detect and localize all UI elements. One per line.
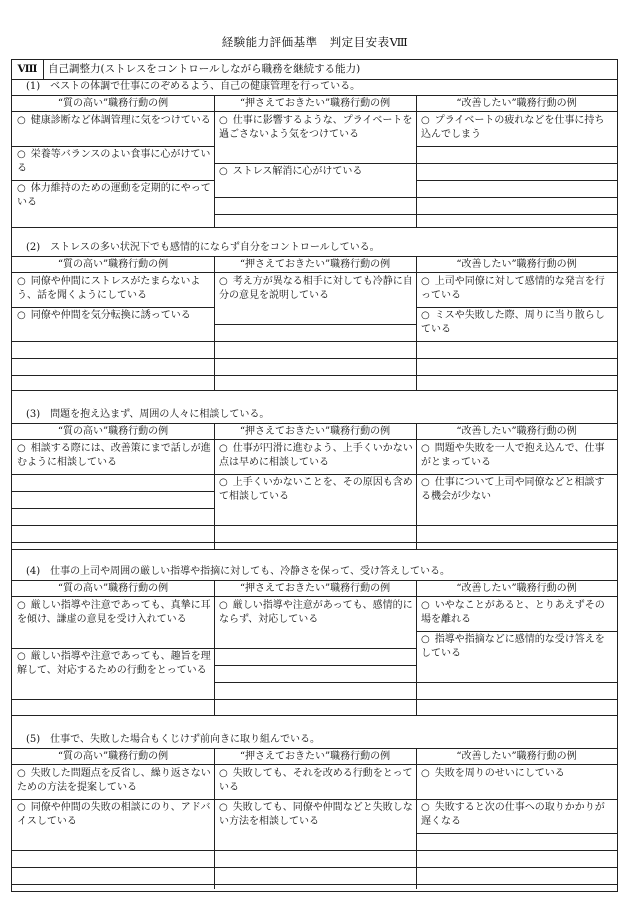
circle-marker-icon: ○	[17, 802, 26, 813]
row-divider	[416, 163, 617, 164]
row-divider	[12, 850, 214, 851]
circle-marker-icon: ○	[219, 768, 228, 779]
behavior-text: 上司や同僚に対して感情的な発言を行っている	[421, 276, 605, 301]
behavior-text: ストレス解消に心がけている	[232, 166, 363, 177]
behavior-text: プライベートの疲れなどを仕事に持ち込んでしまう	[421, 115, 605, 140]
row-divider	[416, 884, 617, 885]
circle-marker-icon: ○	[421, 310, 430, 321]
column-headers	[12, 580, 617, 597]
row-divider	[214, 358, 416, 359]
behavior-text: 仕事に影響するような、プライベートを過ごさないよう気をつけている	[219, 115, 413, 140]
column-header: “改善したい”職務行動の例	[456, 426, 577, 437]
behavior-text: 仕事が円滑に進むよう、上手くいかない点は早めに相談している	[219, 443, 413, 468]
column-header: “改善したい”職務行動の例	[456, 751, 577, 762]
section-grid	[12, 596, 617, 716]
circle-marker-icon: ○	[219, 443, 228, 454]
row-divider	[416, 375, 617, 376]
behavior-item	[12, 597, 214, 648]
behavior-text: 健康診断など体調管理に気をつけている	[30, 115, 211, 126]
row-divider	[12, 699, 214, 700]
behavior-text: 仕事について上司や同僚などと相談する機会が少ない	[421, 477, 605, 502]
row-divider	[214, 324, 416, 325]
row-divider	[214, 214, 416, 215]
circle-marker-icon: ○	[17, 149, 26, 160]
behavior-text: 問題や失敗を一人で抱え込んで、仕事がとまっている	[421, 443, 605, 468]
section-3	[12, 407, 617, 549]
column-header: “質の高い”職務行動の例	[57, 259, 169, 270]
behavior-item	[416, 440, 617, 474]
row-divider	[214, 850, 416, 851]
section-1	[12, 79, 617, 227]
section-2	[12, 240, 617, 390]
behavior-text: 失敗した問題点を反省し、繰り返さないための方法を提案している	[17, 768, 211, 793]
column-header: “押さえておきたい”職務行動の例	[239, 583, 391, 594]
section-5	[12, 732, 617, 888]
behavior-text: 栄養等バランスのよい食事に心がけている	[17, 149, 211, 174]
circle-marker-icon: ○	[219, 115, 228, 126]
behavior-item	[214, 799, 416, 850]
section-title: (4) 仕事の上司や周囲の厳しい指導や指摘に対しても、冷静さを保って、受け答えしている。	[26, 566, 450, 577]
behavior-text: 同僚や仲間の失敗の相談にのり、アドバイスしている	[17, 802, 211, 827]
column-headers	[12, 95, 617, 112]
row-divider	[214, 867, 416, 868]
row-divider	[416, 525, 617, 526]
behavior-text: 厳しい指導や注意であっても、趣旨を理解して、対応するための行動をとっている	[17, 651, 211, 676]
behavior-item	[12, 440, 214, 474]
row-divider	[416, 867, 617, 868]
circle-marker-icon: ○	[17, 183, 26, 194]
behavior-item	[214, 112, 416, 163]
behavior-item	[416, 631, 617, 682]
row-divider	[12, 525, 214, 526]
row-divider	[416, 833, 617, 834]
column-header: “質の高い”職務行動の例	[57, 751, 169, 762]
section-title: (1) ベストの体調で仕事にのぞめるよう、自己の健康管理を行っている。	[26, 81, 361, 92]
column-headers	[12, 423, 617, 440]
behavior-item	[12, 765, 214, 799]
circle-marker-icon: ○	[219, 477, 228, 488]
row-divider	[214, 525, 416, 526]
row-divider	[12, 375, 214, 376]
circle-marker-icon: ○	[421, 443, 430, 454]
behavior-text: 厳しい指導や注意があっても、感情的にならず、対応している	[219, 600, 413, 625]
row-divider	[416, 358, 617, 359]
competency-title: 自己調整力(ストレスをコントロールしながら職務を継続する能力)	[48, 63, 361, 75]
circle-marker-icon: ○	[421, 115, 430, 126]
column-header: “押さえておきたい”職務行動の例	[239, 751, 391, 762]
row-divider	[214, 648, 416, 649]
column-header: “質の高い”職務行動の例	[57, 98, 169, 109]
row-divider	[12, 358, 214, 359]
behavior-text: 失敗すると次の仕事への取りかかりが遅くなる	[421, 802, 605, 827]
behavior-text: 同僚や仲間を気分転換に誘っている	[30, 310, 191, 321]
section-bottom-border	[12, 390, 617, 391]
circle-marker-icon: ○	[17, 651, 26, 662]
section-grid	[12, 111, 617, 228]
row-divider	[214, 375, 416, 376]
row-divider	[214, 197, 416, 198]
column-headers	[12, 256, 617, 273]
behavior-text: 失敗を周りのせいにしている	[434, 768, 565, 779]
behavior-text: 相談する際には、改善策にまで話しが進むように相談している	[17, 443, 211, 468]
circle-marker-icon: ○	[17, 276, 26, 287]
behavior-text: 厳しい指導や注意であっても、真摯に耳を傾け、謙虚の意見を受け入れている	[17, 600, 211, 625]
row-divider	[12, 542, 214, 543]
row-divider	[214, 341, 416, 342]
behavior-item	[214, 765, 416, 799]
behavior-item	[416, 273, 617, 307]
behavior-item	[416, 765, 617, 799]
row-divider	[416, 341, 617, 342]
row-divider	[416, 542, 617, 543]
behavior-text: 同僚や仲間にストレスがたまらないよう、話を聞くようにしている	[17, 276, 201, 301]
behavior-item	[416, 112, 617, 146]
behavior-item	[12, 180, 214, 231]
row-divider	[214, 682, 416, 683]
behavior-item	[416, 597, 617, 631]
row-divider	[416, 214, 617, 215]
behavior-text: いやなことがあると、とりあえずその場を離れる	[421, 600, 605, 625]
behavior-text: 失敗しても、それを改める行動をとっている	[219, 768, 413, 793]
behavior-item	[214, 597, 416, 648]
column-header: “質の高い”職務行動の例	[57, 583, 169, 594]
row-divider	[12, 474, 214, 475]
row-divider	[416, 146, 617, 147]
behavior-item	[12, 273, 214, 307]
section-roman-numeral: Ⅷ	[12, 60, 44, 79]
circle-marker-icon: ○	[219, 600, 228, 611]
column-header: “改善したい”職務行動の例	[456, 259, 577, 270]
column-header: “押さえておきたい”職務行動の例	[239, 98, 391, 109]
row-divider	[12, 867, 214, 868]
behavior-item	[12, 112, 214, 146]
row-divider	[12, 508, 214, 509]
circle-marker-icon: ○	[421, 276, 430, 287]
behavior-text: 上手くいかないことを、その原因も含めて相談している	[219, 477, 413, 502]
section-title: (5) 仕事で、失敗した場合もくじけず前向きに取り組んでいる。	[26, 734, 320, 745]
column-header: “改善したい”職務行動の例	[456, 583, 577, 594]
behavior-text: 考え方が異なる相手に対しても冷静に自分の意見を説明している	[219, 276, 413, 301]
evaluation-table	[11, 59, 618, 892]
behavior-item	[12, 307, 214, 341]
row-divider	[214, 699, 416, 700]
circle-marker-icon: ○	[219, 276, 228, 287]
behavior-item	[214, 474, 416, 525]
column-header: “押さえておきたい”職務行動の例	[239, 259, 391, 270]
table-header	[12, 60, 617, 80]
circle-marker-icon: ○	[17, 600, 26, 611]
behavior-item	[12, 648, 214, 699]
behavior-text: 体力維持のための運動を定期的にやっている	[17, 183, 211, 208]
behavior-item	[12, 799, 214, 850]
section-bottom-border	[12, 715, 617, 716]
section-grid	[12, 439, 617, 550]
circle-marker-icon: ○	[421, 802, 430, 813]
section-title: (2) ストレスの多い状況下でも感情的にならず自分をコントロールしている。	[26, 242, 380, 253]
section-grid	[12, 272, 617, 391]
circle-marker-icon: ○	[219, 802, 228, 813]
circle-marker-icon: ○	[17, 115, 26, 126]
row-divider	[12, 884, 214, 885]
circle-marker-icon: ○	[17, 768, 26, 779]
row-divider	[214, 884, 416, 885]
column-header: “押さえておきたい”職務行動の例	[239, 426, 391, 437]
behavior-item	[12, 146, 214, 180]
column-header: “質の高い”職務行動の例	[57, 426, 169, 437]
behavior-item	[214, 163, 416, 197]
circle-marker-icon: ○	[421, 600, 430, 611]
behavior-item	[416, 474, 617, 525]
circle-marker-icon: ○	[219, 166, 228, 177]
circle-marker-icon: ○	[421, 768, 430, 779]
circle-marker-icon: ○	[421, 477, 430, 488]
circle-marker-icon: ○	[17, 443, 26, 454]
circle-marker-icon: ○	[17, 310, 26, 321]
column-headers	[12, 748, 617, 765]
row-divider	[12, 491, 214, 492]
row-divider	[416, 197, 617, 198]
section-grid	[12, 764, 617, 889]
row-divider	[416, 699, 617, 700]
behavior-item	[416, 799, 617, 833]
behavior-text: 失敗しても、同僚や仲間などと失敗しない方法を相談している	[219, 802, 413, 827]
circle-marker-icon: ○	[421, 634, 430, 645]
row-divider	[416, 850, 617, 851]
row-divider	[416, 682, 617, 683]
behavior-item	[416, 307, 617, 341]
section-title: (3) 問題を抱え込まず、周囲の人々に相談している。	[26, 409, 270, 420]
section-bottom-border	[12, 549, 617, 550]
behavior-text: ミスや失敗した際、周りに当り散らしている	[421, 310, 605, 335]
page-title: 経験能力評価基準 判定目安表Ⅷ	[221, 35, 409, 49]
section-4	[12, 564, 617, 715]
row-divider	[416, 180, 617, 181]
row-divider	[214, 665, 416, 666]
behavior-item	[214, 440, 416, 474]
row-divider	[12, 341, 214, 342]
behavior-text: 指導や指摘などに感情的な受け答えをしている	[421, 634, 605, 659]
row-divider	[214, 542, 416, 543]
section-bottom-border	[12, 227, 617, 228]
column-header: “改善したい”職務行動の例	[456, 98, 577, 109]
behavior-item	[214, 273, 416, 324]
